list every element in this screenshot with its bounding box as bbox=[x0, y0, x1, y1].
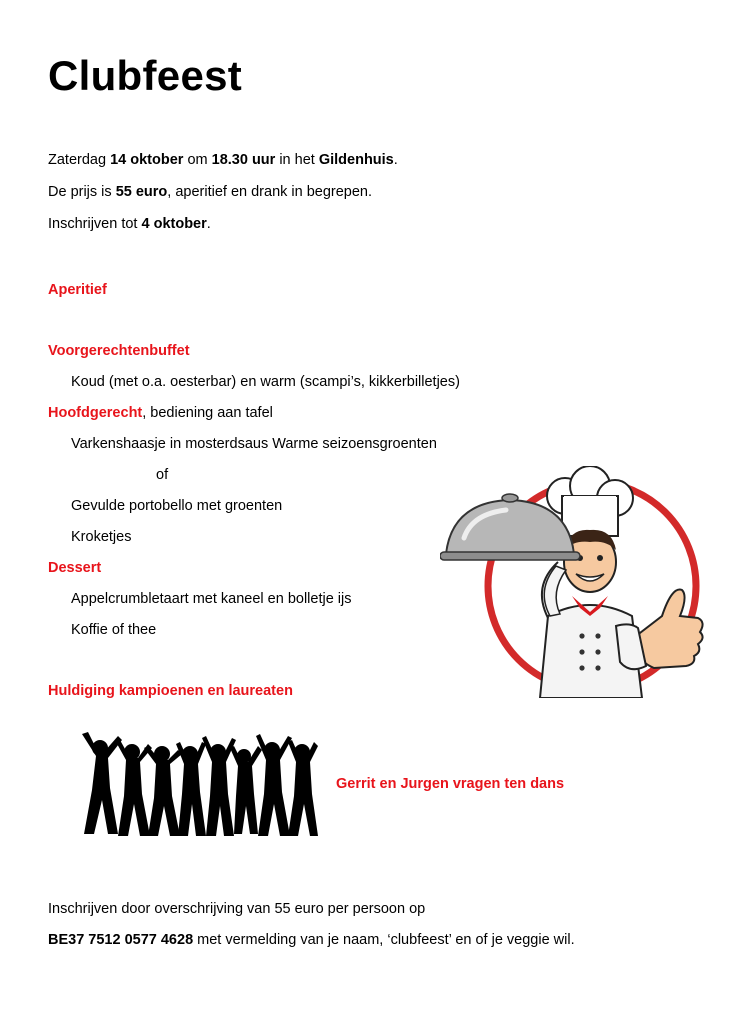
hoofdgerecht-item-1: Varkenshaasje in mosterdsaus Warme seizoensgroenten bbox=[71, 436, 437, 452]
heading-voorgerechten: Voorgerechtenbuffet bbox=[48, 343, 190, 359]
event-date: 14 oktober bbox=[110, 152, 184, 168]
event-price: 55 euro bbox=[115, 184, 168, 200]
dancers-silhouette bbox=[78, 730, 318, 840]
page-title: Clubfeest bbox=[48, 52, 243, 99]
hoofdgerecht-or: of bbox=[156, 467, 169, 483]
iban: BE37 7512 0577 4628 bbox=[48, 932, 194, 948]
intro-line-price: De prijs is 55 euro, aperitief en drank in begrepen. bbox=[48, 184, 373, 200]
intro-line-date: Zaterdag 14 oktober om 18.30 uur in het Gildenhuis. bbox=[48, 152, 398, 168]
hoofdgerecht-item-3: Kroketjes bbox=[71, 529, 132, 545]
registration-deadline: 4 oktober bbox=[141, 216, 207, 232]
event-time: 18.30 uur bbox=[211, 152, 276, 168]
heading-aperitief: Aperitief bbox=[48, 282, 107, 298]
voorgerechten-item: Koud (met o.a. oesterbar) en warm (scampi’s, kikkerbilletjes) bbox=[71, 374, 460, 390]
heading-dessert: Dessert bbox=[48, 560, 102, 576]
dance-invitation: Gerrit en Jurgen vragen ten dans bbox=[336, 776, 565, 792]
footer-line-2: BE37 7512 0577 4628 met vermelding van je naam, ‘clubfeest’ en of je veggie wil. bbox=[48, 932, 575, 948]
heading-hoofdgerecht: Hoofdgerecht bbox=[48, 405, 143, 421]
hoofdgerecht-item-2: Gevulde portobello met groenten bbox=[71, 498, 283, 514]
heading-huldiging: Huldiging kampioenen en laureaten bbox=[48, 683, 293, 699]
hoofdgerecht-line: Hoofdgerecht, bediening aan tafel bbox=[48, 405, 273, 421]
chef-illustration bbox=[440, 466, 710, 698]
dessert-item-2: Koffie of thee bbox=[71, 622, 157, 638]
footer-line-1: Inschrijven door overschrijving van 55 euro per persoon op bbox=[48, 901, 426, 917]
dessert-item-1: Appelcrumbletaart met kaneel en bolletje ijs bbox=[71, 591, 352, 607]
event-place: Gildenhuis bbox=[318, 152, 394, 168]
intro-line-deadline: Inschrijven tot 4 oktober. bbox=[48, 216, 211, 232]
